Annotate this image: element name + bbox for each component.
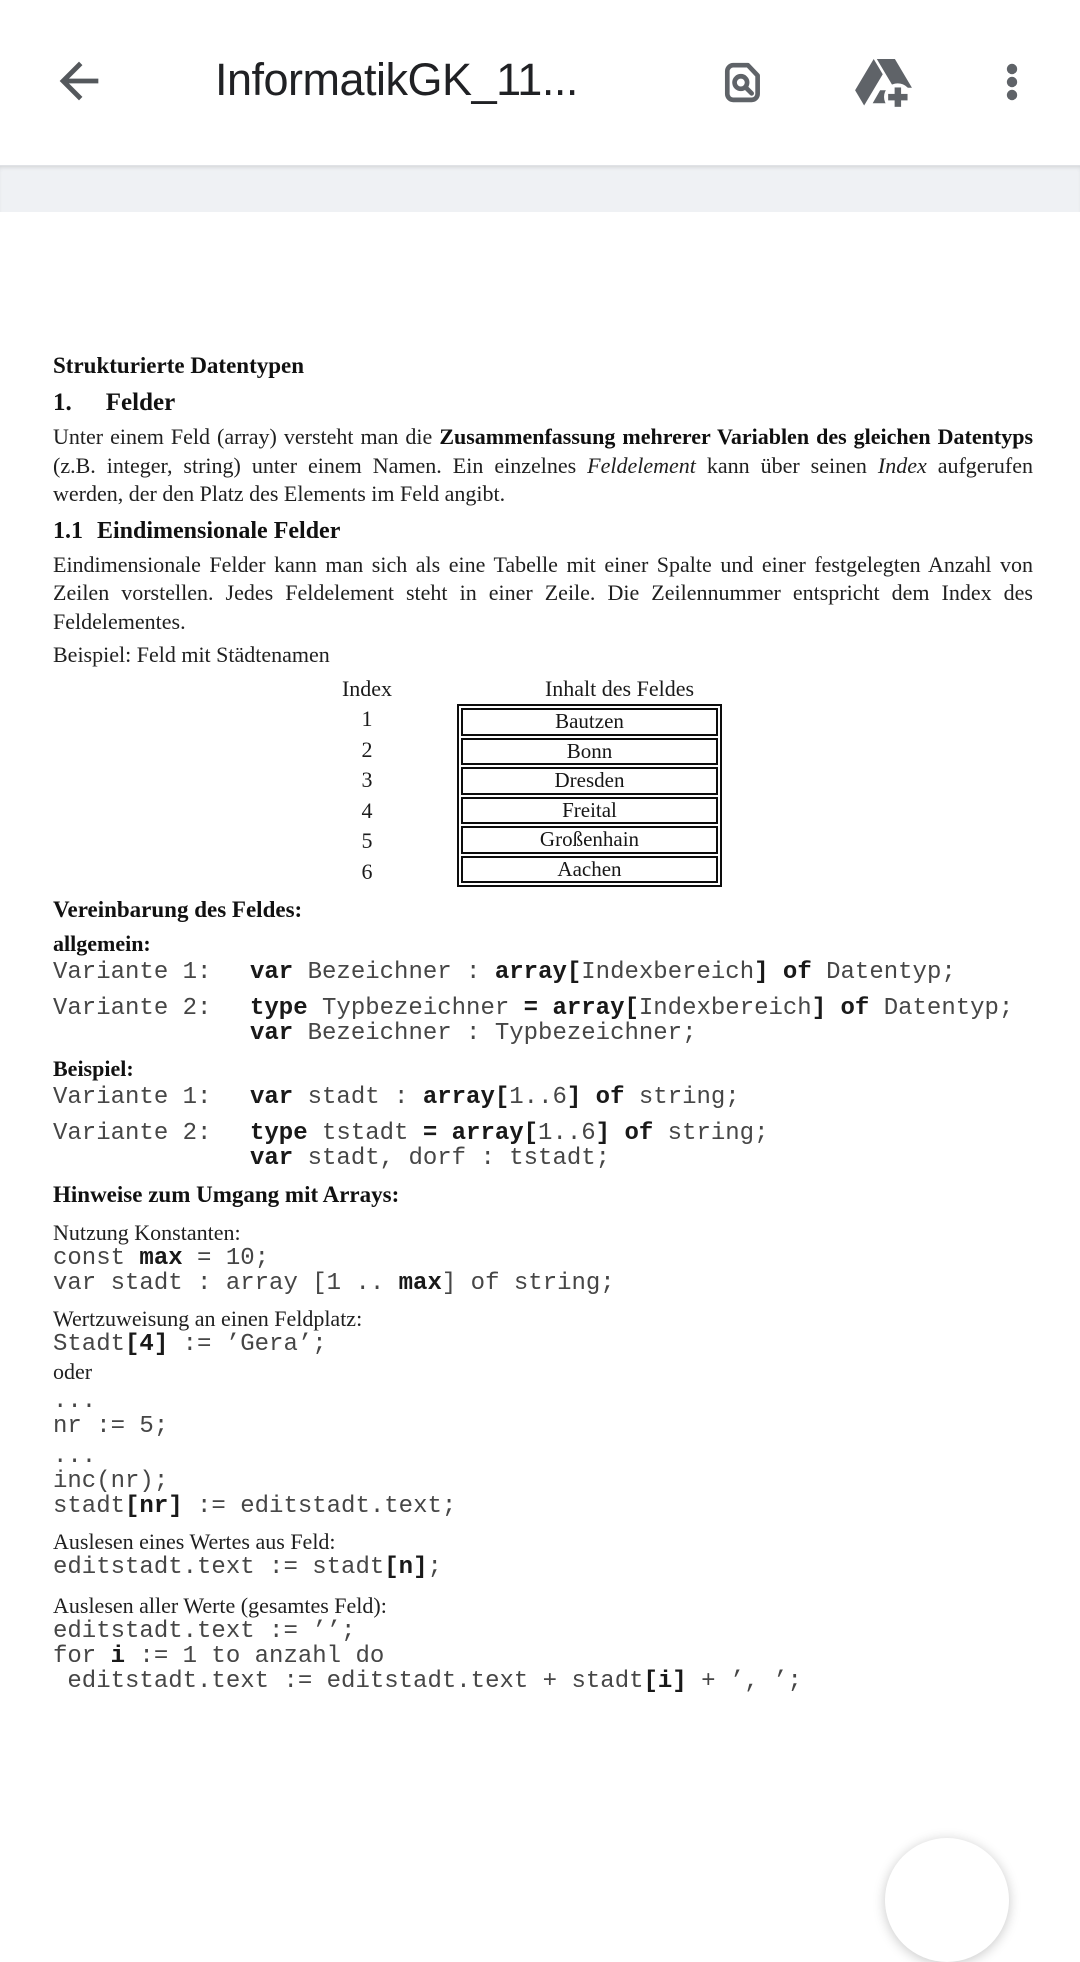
section-1-1-title: Eindimensionale Felder xyxy=(97,517,341,544)
code-line: ... xyxy=(53,1443,97,1470)
paragraph-eindimensionale-felder: Eindimensionale Felder kann man sich als eine Tabelle mit einer Spalte und einer festgelegten Anzahl von Zeilen vorstellen. Jedes Feldelement steht in einer Zeile. Die Zeilennummer entspricht dem Index des Feldelementes. xyxy=(53,551,1033,634)
example-label: Beispiel: xyxy=(53,1056,134,1081)
section-1-title: Felder xyxy=(105,389,176,416)
index-cell: 5 xyxy=(361,828,373,853)
pdf-page xyxy=(53,212,1033,1694)
back-arrow-icon xyxy=(50,52,108,110)
code-line: ... xyxy=(53,1388,97,1415)
variant-label: Variante 2: xyxy=(53,995,212,1022)
declaration-heading: Vereinbarung des Feldes: xyxy=(53,897,303,922)
table-row: Dresden xyxy=(461,767,718,795)
code-variant-row xyxy=(53,996,1033,1046)
code-variant-row xyxy=(53,1085,1033,1110)
back-button[interactable] xyxy=(50,52,108,110)
toolbar xyxy=(0,0,1080,165)
add-to-drive-button[interactable] xyxy=(851,50,915,112)
content-box xyxy=(457,704,722,887)
find-in-document-button[interactable] xyxy=(717,56,769,108)
table-row: Freital xyxy=(461,797,718,825)
variant-label: Variante 1: xyxy=(53,959,212,986)
document-title: InformatikGK_11... xyxy=(215,54,578,105)
example-caption: Beispiel: Feld mit Städtenamen xyxy=(53,642,330,667)
index-cell: 3 xyxy=(361,767,373,792)
code-line: nr := 5; xyxy=(53,1413,169,1440)
floating-action-button[interactable] xyxy=(885,1838,1009,1962)
code-variant-row xyxy=(53,960,1033,985)
read-one-label: Auslesen eines Wertes aus Feld: xyxy=(53,1529,336,1554)
code-line: editstadt.text := ’’; xyxy=(53,1618,356,1645)
section-1-1-heading xyxy=(53,517,1033,546)
assignment-label: Wertzuweisung an einen Feldplatz: xyxy=(53,1306,363,1331)
code-line: var Bezeichner : array[Indexbereich] of Datentyp; xyxy=(250,959,956,986)
hints-heading: Hinweise zum Umgang mit Arrays: xyxy=(53,1182,400,1207)
index-cell: 6 xyxy=(361,858,373,884)
code-line: var stadt : array[1..6] of string; xyxy=(250,1084,740,1111)
content-header: Inhalt des Feldes xyxy=(544,676,695,701)
general-label: allgemein: xyxy=(53,931,151,956)
variant-label: Variante 1: xyxy=(53,1084,212,1111)
table-row: Bonn xyxy=(461,738,718,766)
code-line: const max = 10; xyxy=(53,1245,270,1272)
table-row: Aachen xyxy=(461,856,718,884)
index-cell: 4 xyxy=(361,797,373,823)
index-column xyxy=(302,677,432,887)
page-gap-band xyxy=(0,165,1080,212)
code-variant-row xyxy=(53,1121,1033,1171)
code-line: inc(nr); xyxy=(53,1468,169,1495)
code-line: var stadt, dorf : tstadt; xyxy=(250,1145,611,1172)
code-line: type Typbezeichner = array[Indexbereich] of Datentyp; xyxy=(250,995,1014,1022)
more-vert-icon xyxy=(988,56,1036,108)
add-to-drive-icon xyxy=(851,50,915,112)
array-example-table xyxy=(53,677,1033,887)
heading-strukturierte-datentypen: Strukturierte Datentypen xyxy=(53,353,305,378)
code-lines xyxy=(250,1085,740,1110)
code-line: var stadt : array [1 .. max] of string; xyxy=(53,1270,615,1297)
code-line: editstadt.text := editstadt.text + stadt[i] + ’, ’; xyxy=(53,1668,802,1695)
code-line: type tstadt = array[1..6] of string; xyxy=(250,1120,769,1147)
code-line: for i := 1 to anzahl do xyxy=(53,1643,385,1670)
section-1-number: 1. xyxy=(53,389,72,416)
section-1-1-number: 1.1 xyxy=(53,517,83,544)
paragraph-feld-definition: Unter einem Feld (array) versteht man die Zusammenfassung mehrerer Variablen des gleichen Datentyps (z.B. integer, string) unter einem Namen. Ein einzelnes Feldelement kann über seinen Index aufgerufen werden, der den Platz des Elements im Feld angibt. xyxy=(53,424,1034,506)
table-row: Großenhain xyxy=(461,826,718,854)
overflow-menu-button[interactable] xyxy=(988,56,1036,108)
code-line: stadt[nr] := editstadt.text; xyxy=(53,1493,457,1520)
code-lines xyxy=(250,996,1013,1046)
index-cell: 2 xyxy=(361,736,373,762)
code-lines xyxy=(250,960,956,985)
code-lines xyxy=(250,1121,768,1171)
variant-label: Variante 2: xyxy=(53,1120,212,1147)
section-1-heading xyxy=(53,388,1033,418)
content-column xyxy=(457,677,722,887)
code-line: editstadt.text := stadt[n]; xyxy=(53,1554,442,1581)
find-in-page-icon xyxy=(717,56,769,108)
code-line: var Bezeichner : Typbezeichner; xyxy=(250,1020,697,1047)
index-header: Index xyxy=(341,676,393,701)
read-all-label: Auslesen aller Werte (gesamtes Feld): xyxy=(53,1593,387,1618)
oder-label: oder xyxy=(53,1359,93,1384)
index-cell: 1 xyxy=(361,706,373,731)
table-row: Bautzen xyxy=(461,708,718,736)
const-usage-label: Nutzung Konstanten: xyxy=(53,1220,241,1245)
code-line: Stadt[4] := ’Gera’; xyxy=(53,1331,327,1358)
